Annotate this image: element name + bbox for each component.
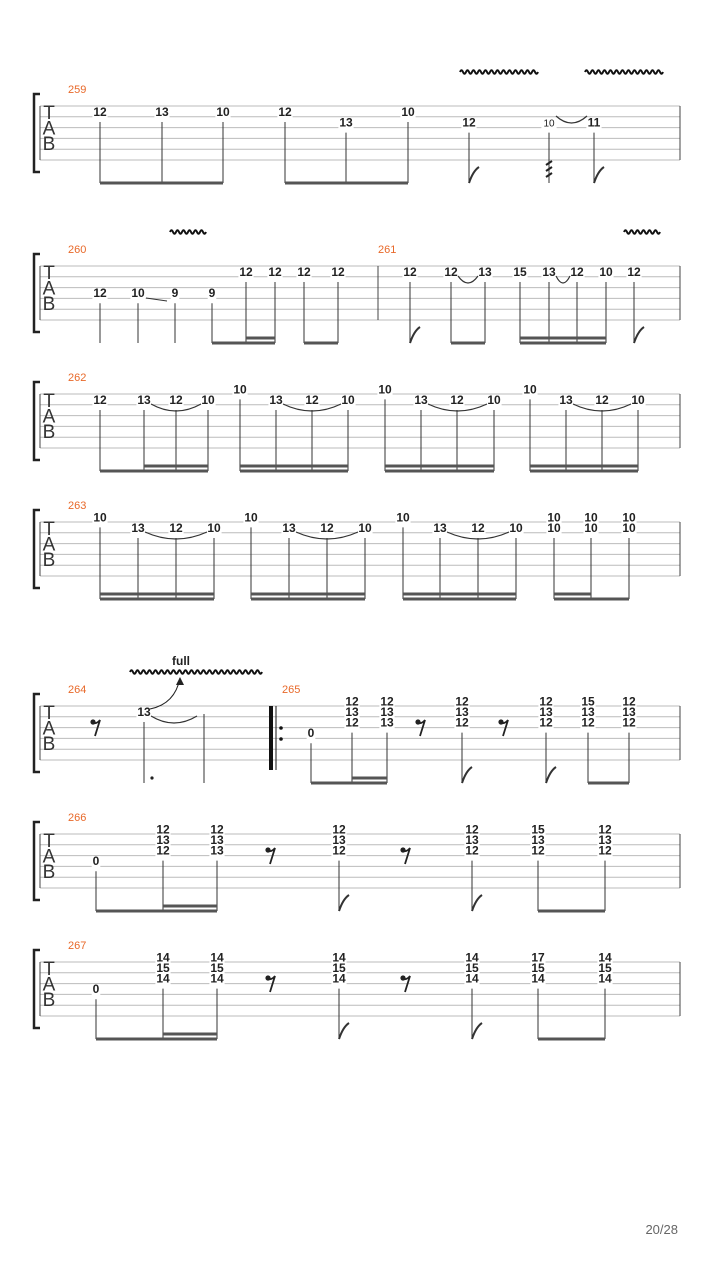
tab-clef-letter: T — [43, 959, 55, 980]
repeat-dot — [279, 726, 283, 730]
measure-number: 263 — [68, 500, 87, 512]
note-flag — [469, 167, 479, 183]
fret-number: 12 — [268, 265, 282, 279]
fret-number: 15 — [156, 961, 170, 975]
fret-number: 13 — [210, 833, 224, 847]
fret-number: 13 — [332, 833, 346, 847]
repeat-dot — [279, 737, 283, 741]
tab-clef-letter: T — [43, 263, 55, 284]
bend-label: full — [172, 654, 190, 668]
note-flag — [410, 327, 420, 343]
fret-number: 13 — [414, 393, 428, 407]
fret-number: 12 — [622, 694, 636, 709]
fret-number: 12 — [332, 843, 346, 858]
fret-number: 10 — [622, 521, 636, 535]
fret-number: 11 — [587, 115, 601, 130]
system-bracket — [34, 254, 40, 332]
fret-number: 12 — [531, 843, 545, 858]
fret-number: 12 — [595, 393, 609, 407]
vibrato-mark — [170, 230, 206, 234]
system-bracket — [34, 94, 40, 172]
fret-number: 12 — [93, 286, 107, 301]
fret-number: 15 — [210, 961, 224, 975]
fret-number: 12 — [465, 822, 479, 837]
note-flag — [634, 327, 644, 343]
fret-number: 13 — [433, 521, 447, 535]
fret-number: 14 — [598, 950, 612, 965]
fret-number: 13 — [478, 265, 492, 279]
fret-number: 10 — [93, 510, 107, 525]
fret-number: 10 — [207, 521, 221, 535]
measure-number: 260 — [68, 244, 87, 256]
fret-number: 14 — [465, 971, 479, 986]
fret-number: 0 — [92, 854, 100, 869]
tab-clef-letter: A — [42, 534, 56, 556]
fret-number: 12 — [345, 694, 359, 709]
tab-clef-letter: T — [43, 519, 55, 540]
fret-number: 12 — [380, 694, 394, 709]
fret-number: 12 — [581, 715, 595, 730]
fret-number: 0 — [307, 726, 315, 741]
fret-number: 12 — [570, 265, 584, 279]
fret-number: 10 — [201, 393, 215, 407]
tab-clef-letter: T — [43, 391, 55, 412]
tab-clef-letter: B — [42, 550, 56, 571]
fret-number: 15 — [531, 822, 545, 837]
fret-number: 10 — [396, 510, 410, 525]
fret-number: 14 — [332, 971, 346, 986]
fret-number: 13 — [465, 833, 479, 847]
fret-number: 10 — [244, 510, 258, 525]
fret-number: 13 — [559, 393, 573, 407]
fret-number: 10 — [584, 510, 598, 525]
fret-number: 13 — [380, 705, 394, 719]
fret-number: 10 — [622, 510, 636, 525]
measure-number: 259 — [68, 84, 87, 96]
fret-number: 10 — [487, 393, 501, 407]
vibrato-mark — [460, 70, 538, 74]
fret-number: 14 — [465, 950, 479, 965]
measure-number: 266 — [68, 812, 87, 824]
vibrato-mark — [585, 70, 663, 74]
measure-number: 261 — [378, 244, 397, 256]
fret-number: 14 — [598, 971, 612, 986]
fret-number: 10 — [131, 286, 145, 301]
fret-number: 10 — [216, 105, 230, 119]
fret-number: 12 — [93, 105, 107, 119]
fret-number: 13 — [282, 521, 296, 535]
fret-number: 13 — [137, 705, 151, 719]
system-bracket — [34, 950, 40, 1028]
fret-number: 12 — [239, 265, 253, 279]
augmentation-dot — [150, 776, 153, 779]
fret-number: 12 — [345, 715, 359, 730]
fret-number: 12 — [444, 265, 458, 279]
fret-number: 9 — [208, 286, 216, 301]
system-bracket — [34, 382, 40, 460]
fret-number: 10 — [401, 105, 415, 119]
fret-number: 13 — [339, 115, 353, 130]
note-flag — [339, 895, 349, 911]
bend-arrow — [150, 678, 180, 709]
fret-number: 14 — [210, 950, 224, 965]
fret-number: 12 — [471, 521, 485, 535]
fret-number: 12 — [598, 822, 612, 837]
tab-clef-letter: B — [42, 294, 56, 315]
system-bracket — [34, 510, 40, 588]
tab-clef-letter: A — [42, 406, 56, 428]
bend-arrowhead — [176, 677, 184, 685]
fret-number: 13 — [581, 705, 595, 719]
fret-number: 13 — [345, 705, 359, 719]
fret-number: 13 — [542, 265, 556, 279]
measure-number: 264 — [68, 684, 87, 696]
fret-number: 12 — [539, 694, 553, 709]
page-number: 20/28 — [645, 1222, 678, 1237]
tab-clef-letter: B — [42, 990, 56, 1011]
fret-number: 15 — [332, 961, 346, 975]
fret-number: 10 — [341, 393, 355, 407]
fret-number: 14 — [210, 971, 224, 986]
tab-clef-letter: A — [42, 974, 56, 996]
fret-number: 10 — [547, 521, 561, 535]
tab-clef-letter: A — [42, 118, 56, 140]
fret-number: 12 — [297, 265, 311, 279]
fret-number: 12 — [450, 393, 464, 407]
tab-clef-letter: B — [42, 734, 56, 755]
fret-number: 13 — [380, 715, 394, 730]
fret-number: 14 — [332, 950, 346, 965]
vibrato-mark — [130, 670, 262, 674]
tab-clef-letter: T — [43, 103, 55, 124]
tab-clef-letter: B — [42, 422, 56, 443]
fret-number: 12 — [627, 265, 641, 279]
tab-clef-letter: A — [42, 278, 56, 300]
fret-number: 14 — [156, 950, 170, 965]
tab-system — [34, 382, 680, 471]
tab-clef-letter: A — [42, 846, 56, 868]
note-flag — [462, 767, 472, 783]
fret-number: 13 — [156, 833, 170, 847]
note-flag — [546, 767, 556, 783]
fret-number: 10 — [584, 521, 598, 535]
fret-number: 15 — [581, 694, 595, 709]
fret-number: 15 — [598, 961, 612, 975]
note-flag — [472, 895, 482, 911]
fret-number: 12 — [93, 393, 107, 407]
fret-number: 12 — [455, 694, 469, 709]
tab-clef-letter: T — [43, 831, 55, 852]
fret-number: 14 — [156, 971, 170, 986]
fret-number: 12 — [332, 822, 346, 837]
note-flag — [594, 167, 604, 183]
note-flag — [339, 1023, 349, 1039]
tab-clef-letter: T — [43, 703, 55, 724]
measure-number: 262 — [68, 372, 87, 384]
fret-number: 10 — [543, 118, 555, 130]
fret-number: 13 — [210, 843, 224, 858]
fret-number: 12 — [622, 715, 636, 730]
fret-number: 12 — [403, 265, 417, 279]
fret-number: 13 — [269, 393, 283, 407]
fret-number: 13 — [155, 105, 169, 119]
fret-number: 0 — [92, 982, 100, 997]
tab-clef-letter: B — [42, 134, 56, 155]
fret-number: 10 — [509, 521, 523, 535]
fret-number: 12 — [320, 521, 334, 535]
tab-system — [34, 822, 680, 911]
fret-number: 13 — [622, 705, 636, 719]
fret-number: 10 — [631, 393, 645, 407]
measure-number: 267 — [68, 940, 87, 952]
fret-number: 12 — [210, 822, 224, 837]
fret-number: 12 — [156, 843, 170, 858]
fret-number: 10 — [233, 382, 247, 397]
fret-number: 14 — [531, 971, 545, 986]
fret-number: 12 — [305, 393, 319, 407]
fret-number: 12 — [156, 822, 170, 837]
fret-number: 13 — [131, 521, 145, 535]
fret-number: 15 — [531, 961, 545, 975]
fret-number: 12 — [455, 715, 469, 730]
fret-number: 13 — [598, 833, 612, 847]
fret-number: 10 — [523, 382, 537, 397]
fret-number: 12 — [169, 393, 183, 407]
fret-number: 12 — [598, 843, 612, 858]
tab-clef-letter: B — [42, 862, 56, 883]
fret-number: 13 — [455, 705, 469, 719]
fret-number: 13 — [137, 393, 151, 407]
fret-number: 17 — [531, 950, 545, 965]
fret-number: 12 — [539, 715, 553, 730]
fret-number: 12 — [169, 521, 183, 535]
fret-number: 12 — [278, 105, 292, 119]
system-bracket — [34, 694, 40, 772]
fret-number: 12 — [462, 115, 476, 130]
fret-number: 9 — [171, 286, 179, 301]
tab-system — [34, 950, 680, 1039]
vibrato-mark — [624, 230, 660, 234]
fret-number: 10 — [378, 382, 392, 397]
note-flag — [472, 1023, 482, 1039]
fret-number: 10 — [358, 521, 372, 535]
fret-number: 12 — [465, 843, 479, 858]
fret-number: 15 — [465, 961, 479, 975]
fret-number: 13 — [539, 705, 553, 719]
fret-number: 12 — [331, 265, 345, 279]
tab-system — [34, 70, 680, 183]
fret-number: 10 — [547, 510, 561, 525]
tab-clef-letter: A — [42, 718, 56, 740]
system-bracket — [34, 822, 40, 900]
measure-number: 265 — [282, 684, 301, 696]
fret-number: 13 — [531, 833, 545, 847]
fret-number: 10 — [599, 265, 613, 279]
fret-number: 15 — [513, 265, 527, 279]
